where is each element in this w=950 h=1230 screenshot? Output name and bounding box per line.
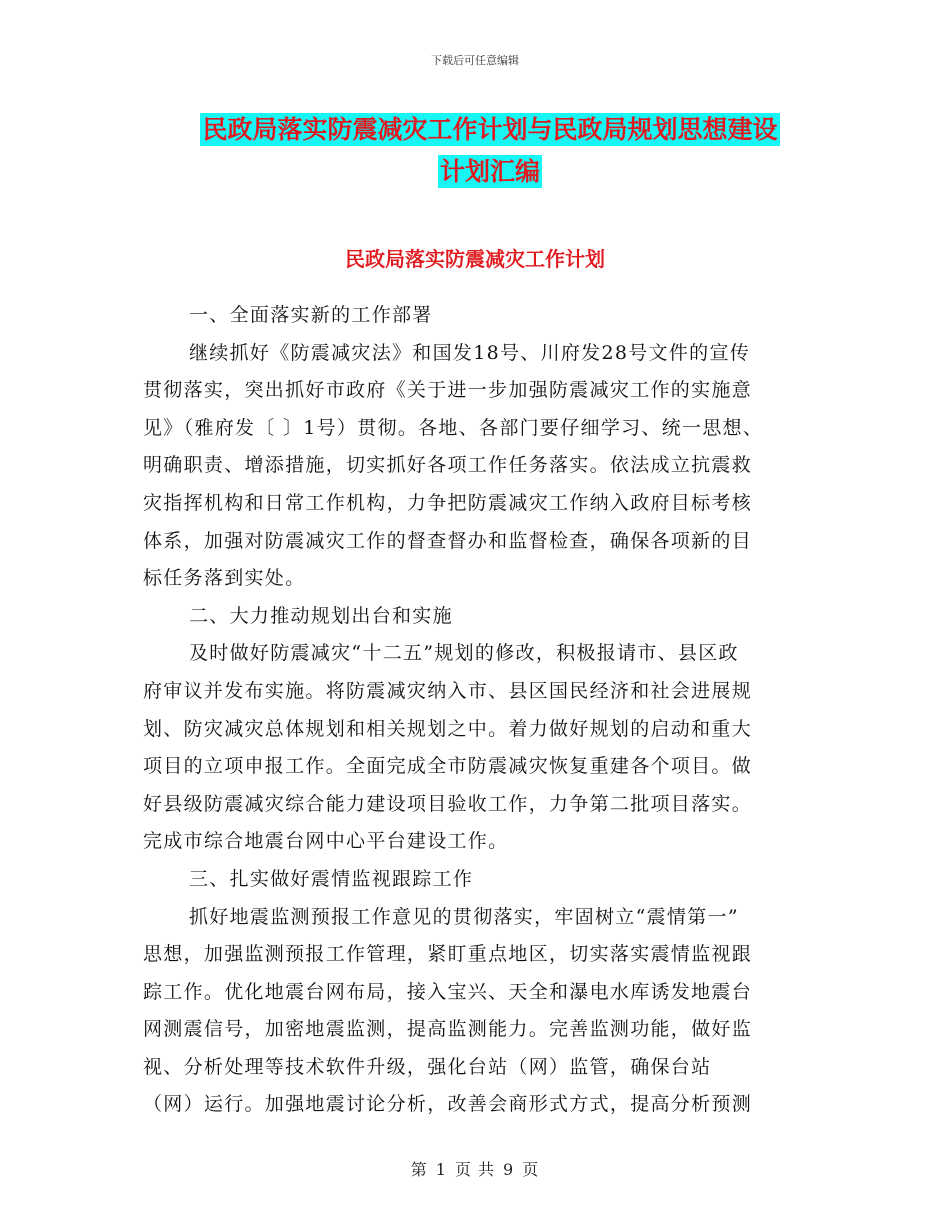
body-line: 及时做好防震减灾“十二五”规划的修改，积极报请市、县区政 [189, 642, 739, 665]
body-line: 思想，加强监测预报工作管理，紧盯重点地区，切实落实震情监视跟 [143, 943, 753, 966]
body-line: 贯彻落实，突出抓好市政府《关于进一步加强防震减灾工作的实施意 [143, 379, 753, 402]
footer-suffix: 页 [522, 1160, 540, 1179]
body-line: 见》（雅府发〔 〕1号）贯彻。各地、各部门要仔细学习、统一思想、 [143, 416, 764, 439]
body-text [143, 297, 803, 1124]
document-title-line-2 [150, 150, 830, 194]
section-title: 民政局落实防震减灾工作计划 [345, 247, 605, 271]
body-line: 抓好地震监测预报工作意见的贯彻落实，牢固树立“震情第一” [189, 905, 739, 928]
body-line: 府审议并发布实施。将防震减灾纳入市、县区国民经济和社会进展规 [143, 679, 753, 702]
body-line: 好县级防震减灾综合能力建设项目验收工作，力争第二批项目落实。 [143, 792, 753, 815]
footer-total-pages: 9 [503, 1160, 515, 1179]
body-line: 灾指挥机构和日常工作机构，力争把防震减灾工作纳入政府目标考核 [143, 491, 753, 514]
title-highlight: 计划汇编 [439, 157, 540, 186]
body-line: 一、全面落实新的工作部署 [189, 304, 433, 326]
document-title-line-1 [150, 108, 830, 152]
footer-page-number: 1 [435, 1160, 447, 1179]
body-line: 项目的立项申报工作。全面完成全市防震减灾恢复重建各个项目。做 [143, 755, 753, 778]
body-line: 二、大力推动规划出台和实施 [189, 604, 453, 627]
body-line: 踪工作。优化地震台网布局，接入宝兴、天全和瀑电水库诱发地震台 [143, 980, 753, 1003]
page-footer [0, 1157, 950, 1180]
body-line: 划、防灾减灾总体规划和相关规划之中。着力做好规划的启动和重大 [143, 717, 753, 740]
footer-prefix: 第 [410, 1160, 428, 1179]
body-line: （网）运行。加强地震讨论分析，改善会商形式方式，提高分析预测 [143, 1093, 753, 1116]
body-line: 完成市综合地震台网中心平台建设工作。 [143, 830, 509, 853]
body-line: 体系，加强对防震减灾工作的督查督办和监督检查，确保各项新的目 [143, 529, 753, 552]
body-line: 继续抓好《防震减灾法》和国发18号、川府发28号文件的宣传 [189, 341, 751, 364]
header-note: 下载后可任意编辑 [431, 54, 519, 67]
body-line: 视、分析处理等技术软件升级，强化台站（网）监管，确保台站 [143, 1055, 712, 1078]
body-line: 三、扎实做好震情监视跟踪工作 [189, 867, 474, 890]
title-highlight: 民政局落实防震减灾工作计划与民政局规划思想建设 [202, 115, 778, 144]
body-line: 标任务落到实处。 [143, 567, 306, 590]
body-line: 网测震信号，加密地震监测，提高监测能力。完善监测功能，做好监 [143, 1018, 753, 1041]
footer-middle: 页 共 [454, 1160, 496, 1179]
body-line: 明确职责、增添措施，切实抓好各项工作任务落实。依法成立抗震救 [143, 454, 753, 477]
